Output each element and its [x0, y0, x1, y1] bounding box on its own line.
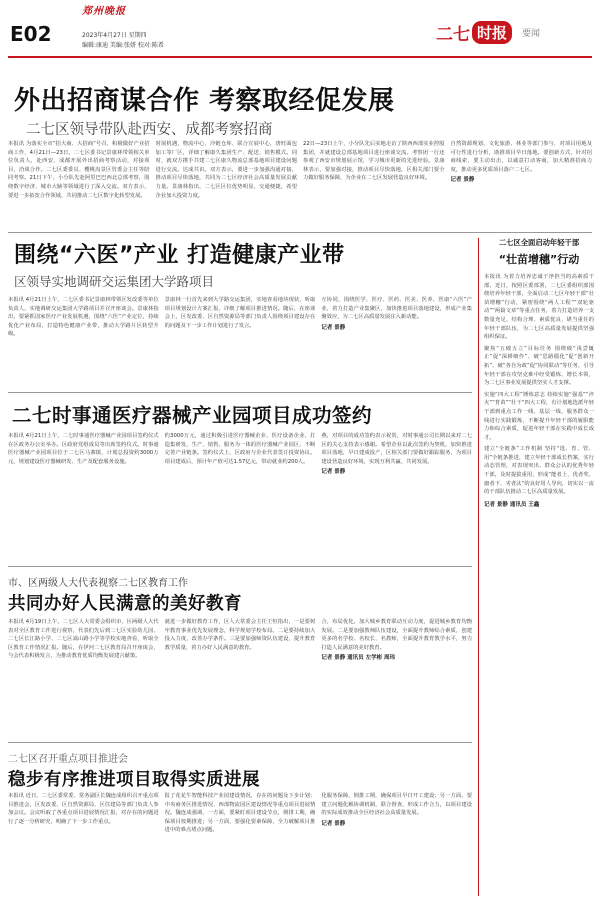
- sidebar-border: [478, 238, 479, 896]
- article1-col-4: [451, 140, 593, 228]
- article1-subhead: 二七区领导带队赴西安、成都考察招商: [26, 122, 273, 138]
- article4-body: [8, 618, 472, 738]
- article2-col-2: 景康林一行首先来到大学路交运集团，实地查看地块现状，听取项目规划设计方案汇报，详细了解项目推进情况。随后，在座谈会上，区发改委、区自然资源局等部门负责人围绕项目建设存在的问题及下一步工作计划进行了发言。: [164, 297, 316, 329]
- article2-col-3-text: 互协同，围绕医学、医疗、医药、医美、医养、医康“六医”产业，着力打造产业集聚区，加快推进项目落地建设，形成产业集聚效应，为二七区高质量发展注入新动能。: [321, 297, 473, 321]
- article4-col-1: 本报讯 4月19日上午，二七区人大常委会组织市、区两级人大代表对全区教育工作进行视察，代表们先后到二七区实验幼儿园、二七区长江路小学、二七区嵩山路小学等学校实地查看，听取全区教育工作情况汇报。随后，在伊河二七区教育局召开座谈会，与会代表积极发言，为推动教育优质均衡发展建言献策。: [8, 619, 159, 660]
- article2-body: [8, 296, 472, 388]
- divider: [8, 742, 472, 743]
- sidebar-para: 建立“全链条”工作机制 坚持“选、育、管、用”全链条推进，建立年轻干部成长档案，实行动态管理，对表现突出、群众公认的优秀年轻干部，及时提拔重用，形成“能者上、优者奖、庸者下、劣者汰”的良好用人导向，切实以一流的干部队伍推动二七区高质量发展。: [484, 446, 594, 496]
- article3-col-3: [321, 432, 472, 562]
- article3-col-1: 本报讯 4月21日上午，二七时事通医疗器械产业园项目签约仪式在区政务办公室举办。区政府党组成员等出席签约仪式。时事通医疗器械产业园项目位于二七区马寨镇，计划总投资约3000万元，规划建设医疗器械研发、生产及配套服务设施。: [8, 433, 159, 465]
- article4-col-3: [321, 618, 472, 738]
- article1-col-1: 本报讯 为落实全市“招大商、大招商”号召，积极做好产业招商工作，4月21日—23日，二七区委书记景康林带领相关单位负责人，赴西安、成都开展外出招商考察活动，对接项目，洽谈合作。二七区委委员、樱桃沟景区管委会主任等陪同考察。21日下午，小分队先赴阿里巴巴西北总部考察，围绕数字经济、城市大脑等领域进行了深入交流。双方表示，要进一步拓宽合作领域，共同推动二七区数字化转型发展。: [8, 141, 150, 199]
- article4-signature: 记者 景静 通讯员 左学彬 周玮: [321, 655, 396, 662]
- article5-kicker: 二七区召开重点项目推进会: [8, 754, 128, 765]
- newspaper-logo: 郑州晚报: [82, 6, 126, 17]
- article5-col-1: 本报讯 近日，二七区委常委、常务副区长魏连成组织召开重点项目推进会，区发改委、区自然资源局、区住建局等部门负责人参加会议。会议听取了各重点项目进展情况汇报，对存在的问题进行了逐一分析研究，明确了下一步工作重点。: [8, 793, 159, 825]
- article3-col-3-text: 燕，对项目的成功签约表示祝贺，对时事通公司长期以来对二七区的关心支持表示感谢。希望企业以此次签约为契机，加快推进项目落地，早日建成投产，区相关部门要做好跟踪服务，为项目建设营造良好环境，实现互利共赢、共同发展。: [321, 433, 473, 465]
- article4-kicker: 市、区两级人大代表视察二七区教育工作: [8, 578, 188, 589]
- article2-col-3: [321, 296, 472, 388]
- section-badge: 时报: [472, 21, 512, 44]
- article4-headline: 共同办好人民满意的美好教育: [8, 594, 242, 614]
- article3-body: [8, 432, 472, 562]
- article5-body: [8, 792, 472, 896]
- divider: [8, 232, 592, 233]
- article1-col-4-text: 自然资源规划、文化旅游、林业等部门参与，对项目用地及可行性进行分析，助推项目早日落地。要创新方式，针对招商线索，要主动出击，以诚意打动客商，加大精准招商力度，推动更多优质项目落户二七区。: [450, 141, 592, 173]
- article5-signature: 记者 景静: [321, 820, 346, 827]
- sidebar-signature: 记者 景静 通讯员 王鑫: [484, 501, 540, 508]
- article5-headline: 稳步有序推进项目取得实质进展: [8, 770, 260, 790]
- issue-date: 2023年4月27日 星期四: [82, 32, 147, 39]
- article3-signature: 记者 景静: [321, 469, 346, 476]
- article2-headline: 围绕“六医”产业 打造健康产业带: [14, 243, 345, 268]
- masthead: [0, 0, 600, 72]
- page-number: E02: [10, 22, 52, 46]
- article1-col-2: 时展机遇，物流中心、冷链仓库、联合宣展中心，唐旺面包加工等厂区，详细了解康久集团生产、配送、销售模式。同时，就双方携手共建二七区康久物流总部基地项目建设问题进行交流。达成共识。双方表示，要进一步加强沟通对接，推动项目尽快落地，共同为二七区经济社会高质量发展贡献力量。景康林指出，二七区区位优势明显，交通便捷，希望企业加大投资力度。: [155, 141, 297, 199]
- sidebar-para: 实施“四大工程”锤炼意志 持续实施“强基”“淬火”“育苗”“壮干”四大工程，有计划地选派年轻干部到重点工作一线、基层一线、服务群众一线进行实践锻炼，不断提升年轻干部的履职能力和综合素质，促进年轻干部在实践中成长成才。: [484, 391, 594, 441]
- staff-credits: 编辑:康迪 美编:张妍 校对:陈希: [82, 42, 164, 49]
- article4-col-2: 就进一步做好教育工作，区人大常委会主任王恒指出，一是要树牢教育事业优先发展理念，科学规划学校布局。二是要持续加大投入力度，改善办学条件。三是要加强师资队伍建设，提升教育教学质量，着力办好人民满意的教育。: [164, 619, 316, 651]
- sidebar-body: [484, 273, 594, 885]
- article2-col-1: 本报讯 4月21日上午，二七区委书记景康林带领区发改委等单位负责人，实地调研交运集团大学路项目并召开座谈会。景康林指出，要紧抓国家医疗产业发展机遇，围绕“六医”产业定位，持续优化产业布局，打造特色健康产业带，推动大学路片区转型升级。: [8, 297, 159, 338]
- article4-col-3-text: 合，布局优化，加大城乡教育联动互动力度，促进城乡教育均衡发展。二是要加强教师队伍建设，全面提升教师综合素质，创建更多的名学校、名校长、名教师，全面提升教育教学水平，努力打造人民满意的美好教育。: [321, 619, 473, 651]
- section-title: [436, 20, 540, 44]
- article3-headline: 二七时事通医疗器械产业园项目成功签约: [12, 404, 373, 427]
- masthead-rule: [8, 56, 592, 58]
- sidebar-para: 本报讯 为着力培养忠诚干净担当的高素质干部，近日，按照区委部署，二七区委组织部围绕培养年轻干部，全面启动二七区年轻干部“壮苗增穗”行动，紧密围绕“两人工程”“双轮驱动”“两篇文章”等重点任务，着力打造培养一支数量充足、结构合理、素质优良、堪当重任的年轻干部队伍，为二七区高质量发展提供坚强组织保证。: [484, 274, 594, 341]
- section-sub: 要闻: [522, 28, 541, 39]
- article1-signature: 记者 景静: [450, 177, 475, 184]
- article5-col-3: [321, 792, 472, 896]
- article1-col-3: 22日—23日上午，小分队先后实地走访了陕西西部实业控股集团，并就建设总部基地项目进行座谈交流。考察团一行还参观了西安市规划展示馆，学习城市更新的先进经验。景康林表示，要加强对接，推动项目尽快落地，区相关部门要全力做好服务保障，为企业在二七区发展营造良好环境。: [303, 141, 445, 182]
- article5-col-2: 报了花花牛智能科技产业园建设情况，存在的问题及下步计划；中央商务区推进情况、西部物流园区建设情况等重点项目进展情况。魏连成强调，一方面，要紧盯项目建设节点，倒排工期，确保项目按期推进；另一方面，要强化要素保障，全力破解项目推进中的难点堵点问题。: [164, 793, 316, 834]
- section-prefix: 二七: [436, 24, 470, 45]
- article1-body: [8, 140, 592, 228]
- sidebar-kicker: 二七区全面启动年轻干部: [498, 238, 580, 247]
- article1-headline: 外出招商谋合作 考察取经促发展: [14, 86, 395, 116]
- article3-col-2: 约3000万元，通过积极引进医疗器械企业、医疗设备企业，打造集研发、生产、销售、服务为一体的医疗器械产业园区，不断完善产业链条。签约仪式上，区政府与企业代表签订投资协议。项目建成后，预计年产值可达1.57亿元，带动就业约200人。: [164, 433, 316, 465]
- article5-col-3-text: 化服务保障，倒排工期，确保项目早日开工建设；另一方面，要建立问题化解协调机制，联合督查，形成工作合力，以项目建设的实际成效推动全区经济社会高质量发展。: [321, 793, 473, 817]
- divider: [8, 566, 472, 567]
- sidebar-para: 聚焦“五破五立”目标任务 围绕破“浅尝辄止”促“深耕细作”、破“思路僵化”促“创新开拓”、破“各自为政”促“协同联动”等任务，引导年轻干部在攻坚克难中经受锻炼、增长本领，为二七区事业发展提供坚实人才支撑。: [484, 345, 594, 387]
- article2-signature: 记者 景静: [321, 324, 346, 331]
- sidebar-headline: “壮苗增穗”行动: [498, 253, 580, 266]
- article2-subhead: 区领导实地调研交运集团大学路项目: [14, 274, 215, 289]
- divider: [8, 392, 472, 393]
- sidebar: [484, 238, 594, 896]
